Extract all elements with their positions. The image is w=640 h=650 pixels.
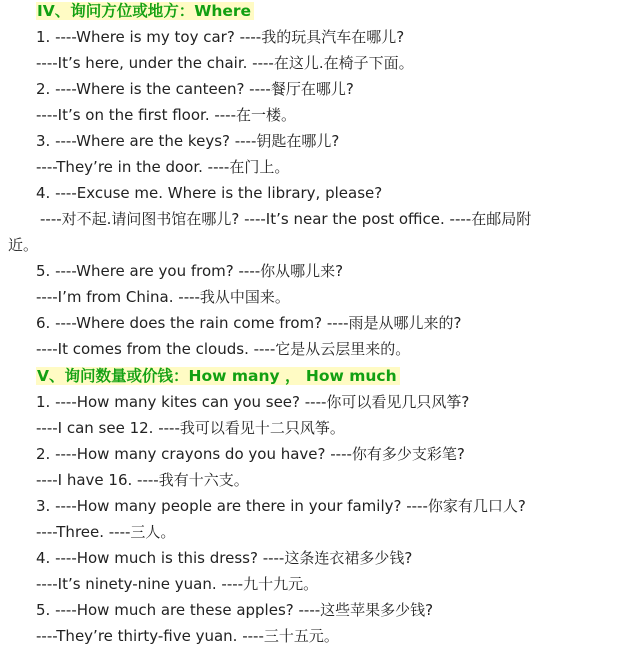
text-line: 5. ----How much are these apples? ----这些苹果多少钱? <box>36 601 434 619</box>
text-line: ----I can see 12. ----我可以看见十二只风筝。 <box>36 419 345 437</box>
text-line: 3. ----Where are the keys? ----钥匙在哪儿? <box>36 132 340 150</box>
section-heading-how-many: V、询问数量或价钱：How many ， How much <box>36 363 400 389</box>
text-line: 2. ----How many crayons do you have? ----你有多少支彩笔? <box>36 445 465 463</box>
text-line: 4. ----How much is this dress? ----这条连衣裙多少钱? <box>36 549 413 567</box>
text-line: ----Three. ----三人。 <box>36 523 176 541</box>
text-line: 1. ----How many kites can you see? ----你可以看见几只风筝? <box>36 393 470 411</box>
text-line: ----I have 16. ----我有十六支。 <box>36 471 249 489</box>
text-line: 2. ----Where is the canteen? ----餐厅在哪儿? <box>36 80 354 98</box>
text-line: ----It’s ninety-nine yuan. ----九十九元。 <box>36 575 319 593</box>
text-line: ----They’re in the door. ----在门上。 <box>36 158 290 176</box>
text-line: 5. ----Where are you from? ----你从哪儿来? <box>36 262 344 280</box>
text-line: 3. ----How many people are there in your family? ----你家有几口人? <box>36 497 526 515</box>
text-line: 1. ----Where is my toy car? ----我的玩具汽车在哪儿? <box>36 28 405 46</box>
text-line: 4. ----Excuse me. Where is the library, please? <box>36 184 383 202</box>
text-line: ----对不起.请问图书馆在哪儿? ----It’s near the post office. ----在邮局附 <box>40 210 532 228</box>
text-line: 近。 <box>8 236 39 254</box>
text-line: ----It’s here, under the chair. ----在这儿.在椅子下面。 <box>36 54 414 72</box>
text-line: 6. ----Where does the rain come from? ----雨是从哪儿来的? <box>36 314 462 332</box>
text-line: ----It’s on the first floor. ----在一楼。 <box>36 106 297 124</box>
section-heading-where: IV、询问方位或地方：Where <box>36 0 254 24</box>
text-line: ----I’m from China. ----我从中国来。 <box>36 288 290 306</box>
text-line: ----It comes from the clouds. ----它是从云层里来的。 <box>36 340 411 358</box>
text-line: ----They’re thirty-five yuan. ----三十五元。 <box>36 627 339 645</box>
